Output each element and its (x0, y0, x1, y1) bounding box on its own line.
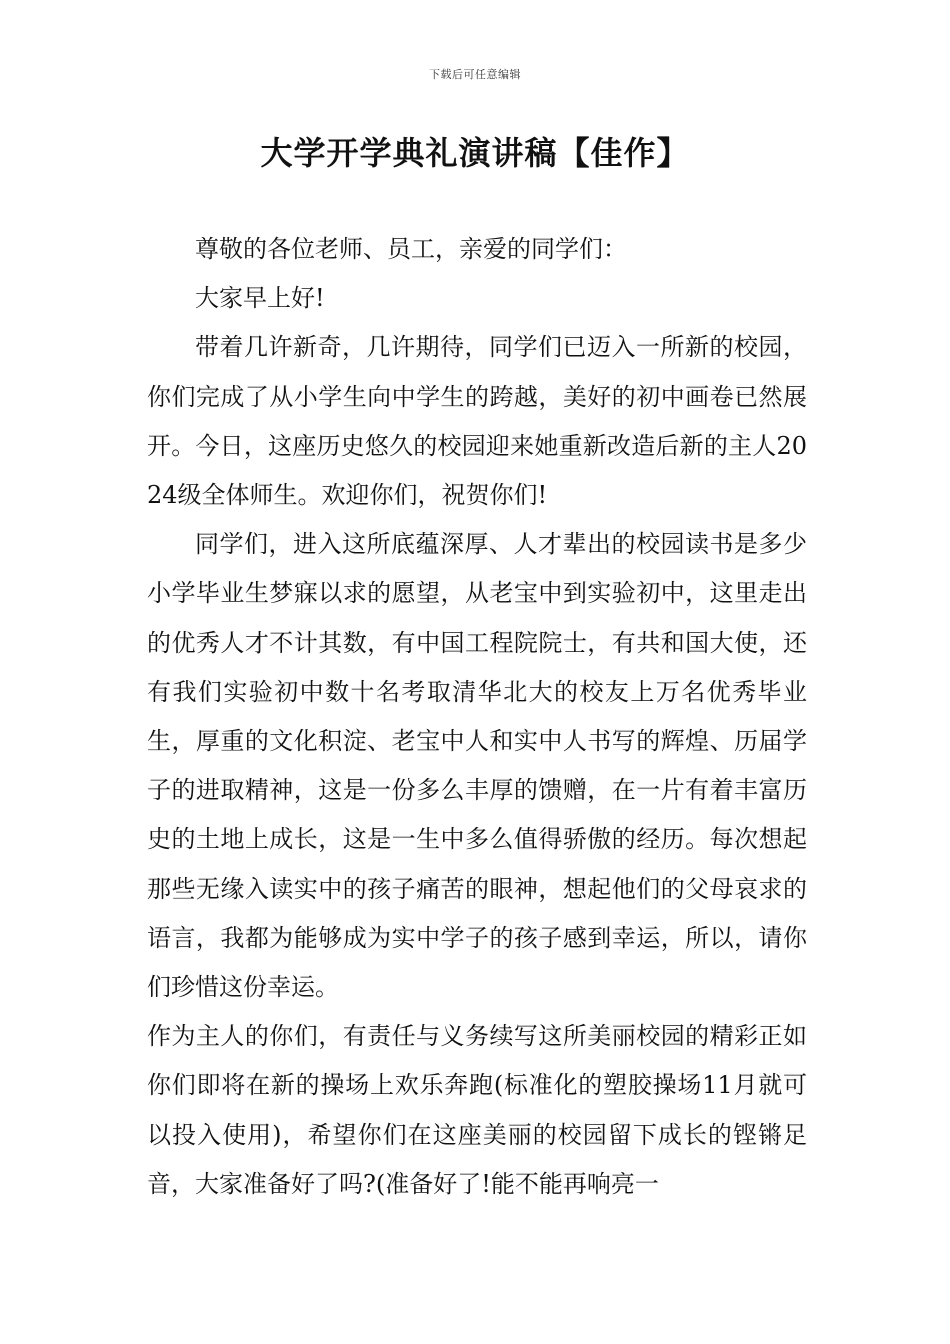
body-paragraph: 同学们，进入这所底蕴深厚、人才辈出的校园读书是多少小学毕业生梦寐以求的愿望，从老宝中到实验初中，这里走出的优秀人才不计其数，有中国工程院院士，有共和国大使，还有我们实验初中数十名考取清华北大的校友上万名优秀毕业生，厚重的文化积淀、老宝中人和实中人书写的辉煌、历届学子的进取精神，这是一份多么丰厚的馈赠，在一片有着丰富历史的土地上成长，这是一生中多么值得骄傲的经历。每次想起那些无缘入读实中的孩子痛苦的眼神，想起他们的父母哀求的语言，我都为能够成为实中学子的孩子感到幸运，所以，请你们珍惜这份幸运。 (147, 530, 807, 1002)
body-paragraph: 作为主人的你们，有责任与义务续写这所美丽校园的精彩正如你们即将在新的操场上欢乐奔跑(标准化的塑胶操场11月就可以投入使用)，希望你们在这座美丽的校园留下成长的铿锵足音，大家准备好了吗?(准备好了!能不能再响亮一 (147, 1022, 807, 1198)
document-body (147, 225, 807, 1209)
salutation-paragraph: 尊敬的各位老师、员工，亲爱的同学们： (195, 235, 627, 263)
document-title: 大学开学典礼演讲稿【佳作】 (260, 134, 690, 172)
greeting-paragraph: 大家早上好! (195, 284, 325, 313)
header-note: 下载后可任意编辑 (429, 68, 521, 81)
body-paragraph: 带着几许新奇，几许期待，同学们已迈入一所新的校园，你们完成了从小学生向中学生的跨越，美好的初中画卷已然展开。今日，这座历史悠久的校园迎来她重新改造后新的主人2024级全体师生。欢迎你们，祝贺你们! (147, 333, 807, 510)
